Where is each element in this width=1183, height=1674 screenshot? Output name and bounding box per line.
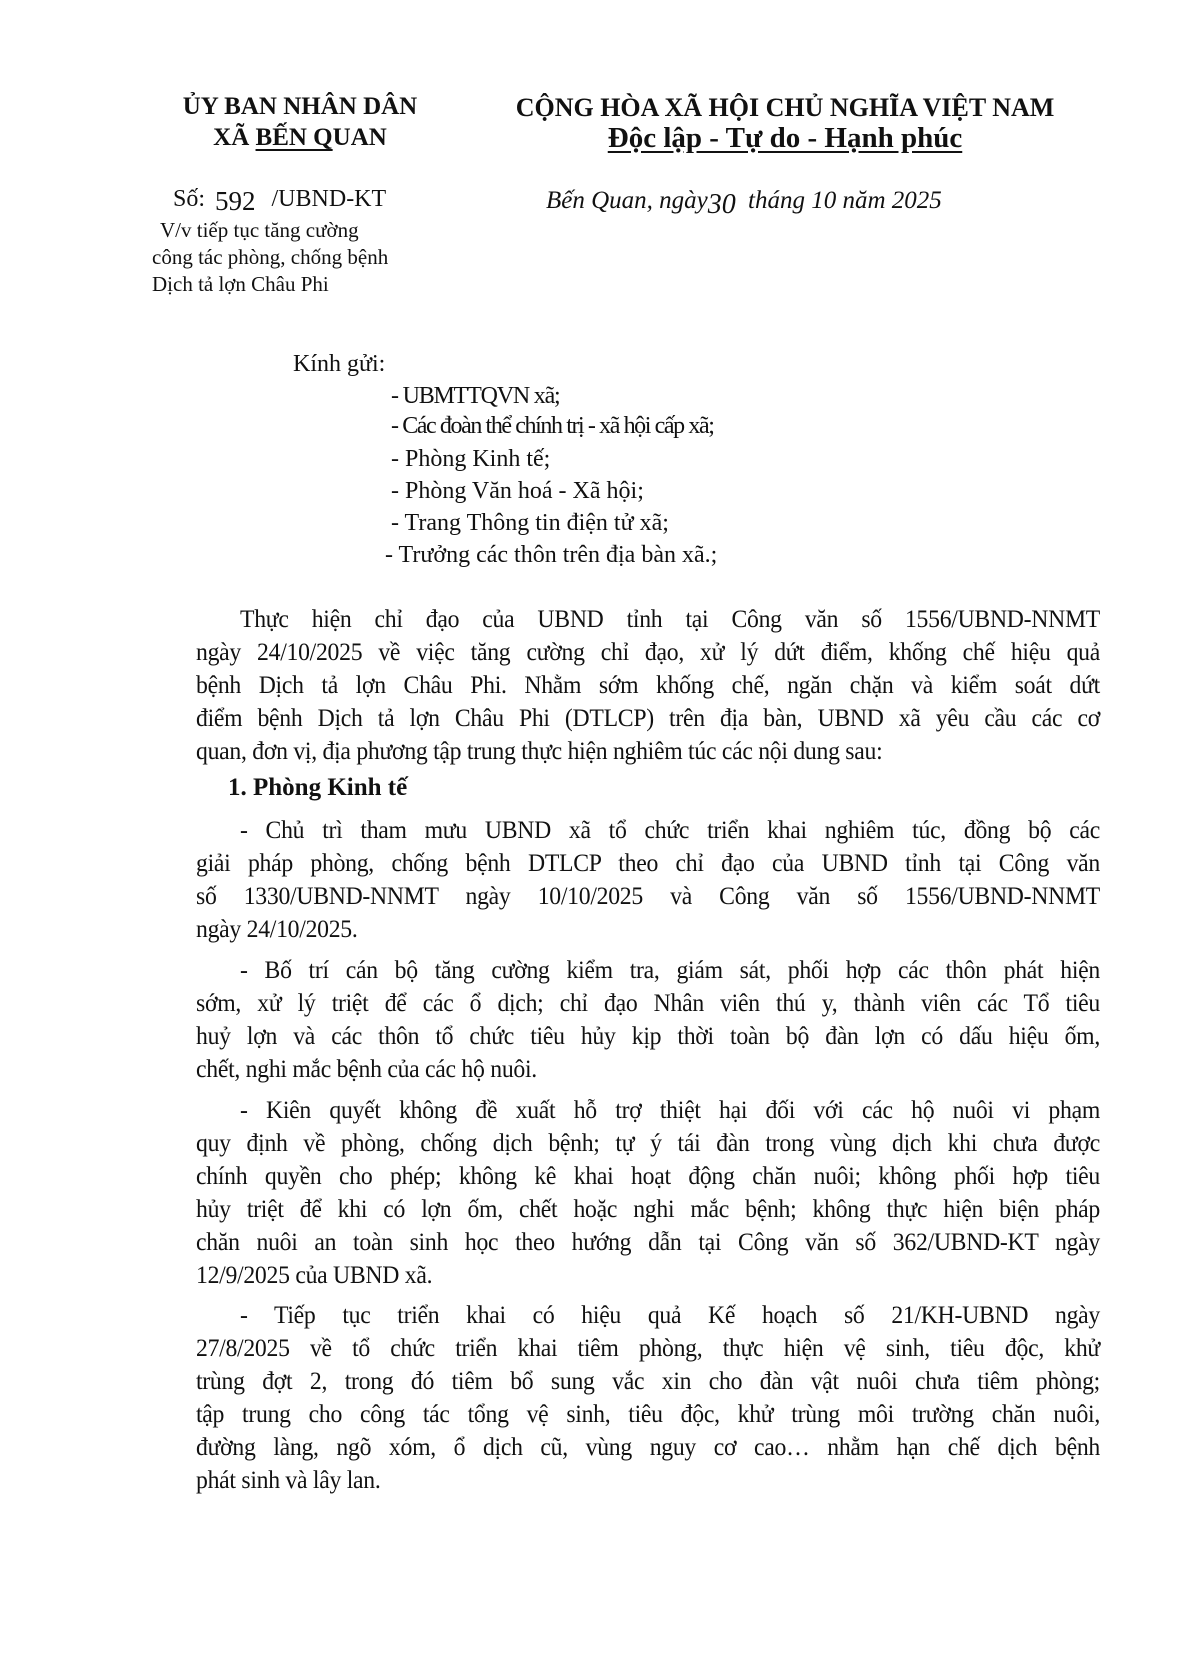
place-date-suffix: tháng 10 năm 2025 (748, 187, 942, 214)
intro-line: ngày 24/10/2025 về việc tăng cường chỉ đạo, xử lý dứt điểm, khống chế hiệu quả (196, 637, 1100, 666)
paragraph-line: quy định về phòng, chống dịch bệnh; tự ý tái đàn trong vùng dịch khi chưa được (196, 1128, 1100, 1157)
agency-commune-prefix: XÃ (213, 124, 256, 151)
paragraph-line: 12/9/2025 của UBND xã. (196, 1260, 433, 1289)
place-date (546, 184, 942, 220)
paragraph-line: - Bố trí cán bộ tăng cường kiểm tra, giám sát, phối hợp các thôn phát hiện (240, 955, 1100, 984)
subject-line-1: V/v tiếp tục tăng cường (160, 218, 359, 242)
paragraph-line: hủy triệt để khi có lợn ốm, chết hoặc nghi mắc bệnh; không thực hiện biện pháp (196, 1194, 1100, 1223)
paragraph-line: chính quyền cho phép; không kê khai hoạt động chăn nuôi; không phối hợp tiêu (196, 1161, 1100, 1190)
subject-line-3: Dịch tả lợn Châu Phi (152, 272, 329, 296)
paragraph-line: chăn nuôi an toàn sinh học theo hướng dẫn tại Công văn số 362/UBND-KT ngày (196, 1227, 1100, 1256)
paragraph-line: tập trung cho công tác tổng vệ sinh, tiêu độc, khử trùng môi trường chăn nuôi, (196, 1399, 1100, 1428)
agency-commune-underlined: BẾN Q (255, 124, 333, 151)
motto-text: Độc lập - Tự do - Hạnh phúc (607, 122, 963, 154)
intro-line: điểm bệnh Dịch tả lợn Châu Phi (DTLCP) trên địa bàn, UBND xã yêu cầu các cơ (196, 703, 1100, 732)
paragraph-line: ngày 24/10/2025. (196, 914, 358, 943)
number-suffix: /UBND-KT (271, 186, 387, 212)
intro-line: quan, đơn vị, địa phương tập trung thực hiện nghiêm túc các nội dung sau: (196, 736, 883, 765)
paragraph-line: trùng đợt 2, trong đó tiêm bổ sung vắc xin cho đàn vật nuôi chưa tiêm phòng; (196, 1366, 1100, 1395)
agency-commune (150, 124, 450, 152)
paragraph-line: phát sinh và lây lan. (196, 1465, 381, 1494)
agency-name: ỦY BAN NHÂN DÂN (182, 93, 418, 120)
paragraph-line: giải pháp phòng, chống bệnh DTLCP theo chỉ đạo của UBND tỉnh tại Công văn (196, 848, 1100, 877)
paragraph-line: sớm, xử lý triệt để các ổ dịch; chỉ đạo Nhân viên thú y, thành viên các Tổ tiêu (196, 988, 1100, 1017)
place-date-prefix: Bến Quan, ngày (546, 187, 708, 214)
intro-line: Thực hiện chỉ đạo của UBND tỉnh tại Công văn số 1556/UBND-NNMT (240, 604, 1100, 633)
date-day: 30 (707, 189, 736, 220)
recipient-item: - UBMTTQVN xã; (391, 383, 560, 409)
paragraph-line: huỷ lợn và các thôn tổ chức tiêu hủy kịp thời toàn bộ đàn lợn có dấu hiệu ốm, (196, 1021, 1100, 1050)
paragraph-line: chết, nghi mắc bệnh của các hộ nuôi. (196, 1054, 537, 1083)
section-heading: 1. Phòng Kinh tế (228, 774, 408, 801)
recipient-item: - Trưởng các thôn trên địa bàn xã.; (385, 542, 718, 568)
intro-line: bệnh Dịch tả lợn Châu Phi. Nhằm sớm khống chế, ngăn chặn và kiểm soát dứt (196, 670, 1100, 699)
paragraph-line: đường làng, ngõ xóm, ổ dịch cũ, vùng nguy cơ cao… nhằm hạn chế dịch bệnh (196, 1432, 1100, 1461)
motto (480, 122, 1090, 155)
recipient-item: - Các đoàn thể chính trị - xã hội cấp xã; (391, 413, 714, 439)
recipient-item: - Trang Thông tin điện tử xã; (391, 510, 669, 536)
paragraph-line: - Chủ trì tham mưu UBND xã tổ chức triển khai nghiêm túc, đồng bộ các (240, 815, 1100, 844)
recipient-item: - Phòng Văn hoá - Xã hội; (391, 478, 644, 504)
recipient-item: - Phòng Kinh tế; (391, 446, 551, 472)
paragraph-line: - Kiên quyết không đề xuất hỗ trợ thiệt hại đối với các hộ nuôi vi phạm (240, 1095, 1100, 1124)
subject-line-2: công tác phòng, chống bệnh (152, 245, 389, 269)
paragraph-line: số 1330/UBND-NNMT ngày 10/10/2025 và Công văn số 1556/UBND-NNMT (196, 881, 1100, 910)
document-number (173, 182, 387, 216)
paragraph-line: - Tiếp tục triển khai có hiệu quả Kế hoạch số 21/KH-UBND ngày (240, 1300, 1100, 1329)
nation-title: CỘNG HÒA XÃ HỘI CHỦ NGHĨA VIỆT NAM (515, 93, 1055, 122)
paragraph-line: 27/8/2025 về tổ chức triển khai tiêm phòng, thực hiện vệ sinh, tiêu độc, khử (196, 1333, 1100, 1362)
number-label: Số: (173, 186, 206, 212)
number-value: 592 (215, 186, 256, 216)
recipients-label: Kính gửi: (293, 351, 386, 377)
agency-commune-suffix: UAN (332, 124, 387, 151)
